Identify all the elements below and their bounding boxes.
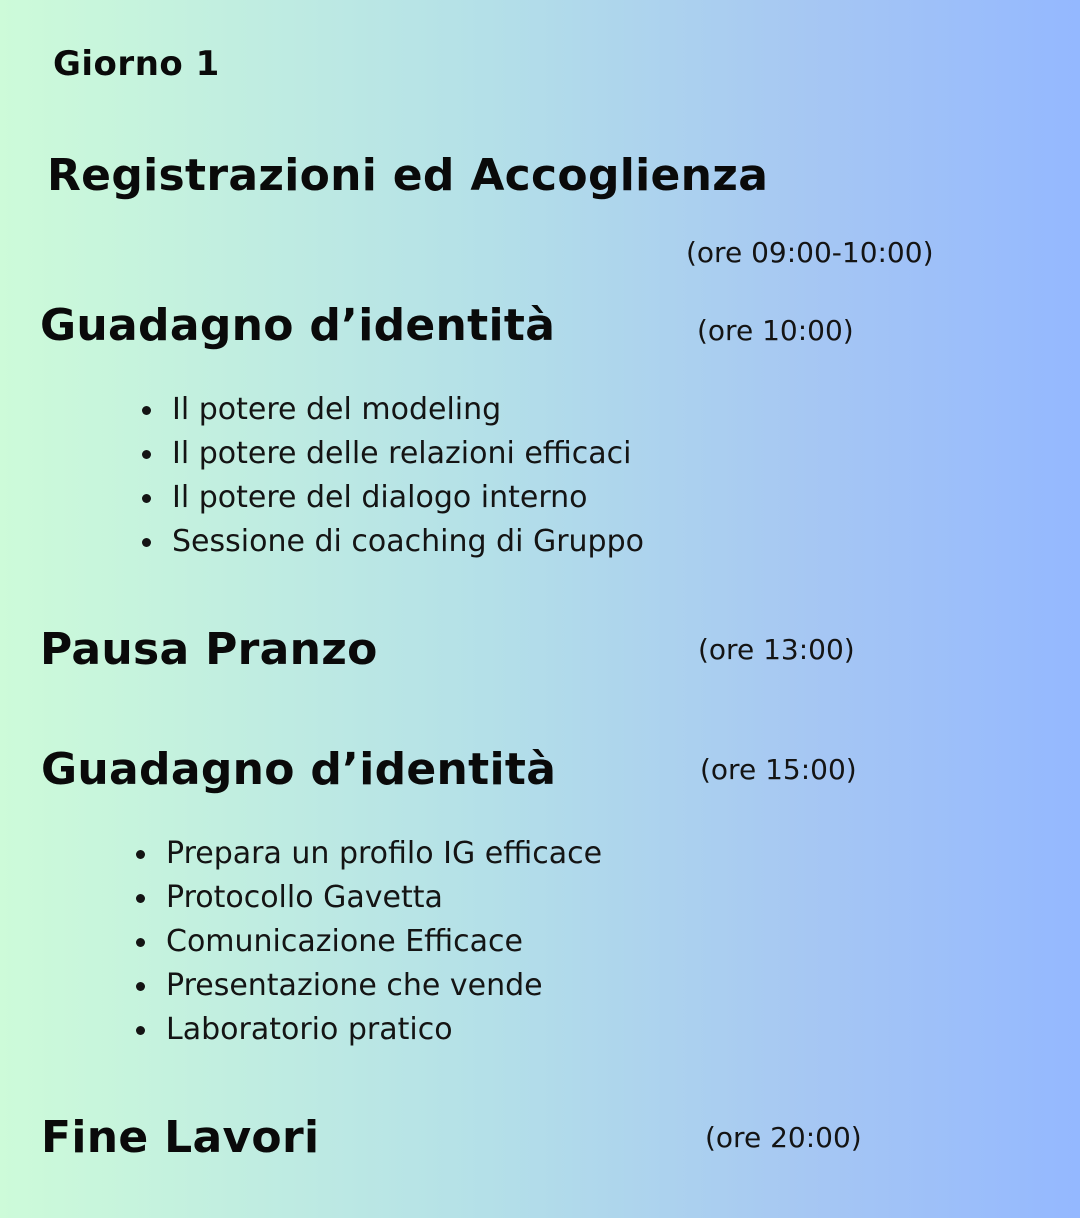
bullet-icon xyxy=(142,406,151,415)
list-item: Il potere delle relazioni efficaci xyxy=(142,432,644,476)
list-item: Sessione di coaching di Gruppo xyxy=(142,520,644,564)
bullet-icon xyxy=(136,982,145,991)
registration-time: (ore 09:00-10:00) xyxy=(686,236,934,269)
list-item: Il potere del modeling xyxy=(142,388,644,432)
list-item: Protocollo Gavetta xyxy=(136,876,602,920)
lunch-time: (ore 13:00) xyxy=(698,633,855,666)
lunch-title: Pausa Pranzo xyxy=(40,624,378,675)
list-item: Comunicazione Efficace xyxy=(136,920,602,964)
bullet-icon xyxy=(142,494,151,503)
identity-afternoon-list xyxy=(136,832,602,1052)
list-item: Il potere del dialogo interno xyxy=(142,476,644,520)
identity-morning-list xyxy=(142,388,644,564)
identity-afternoon-time: (ore 15:00) xyxy=(700,753,857,786)
end-title: Fine Lavori xyxy=(41,1112,320,1163)
end-time: (ore 20:00) xyxy=(705,1121,862,1154)
identity-morning-title: Guadagno d’identità xyxy=(40,300,556,351)
bullet-icon xyxy=(136,938,145,947)
identity-afternoon-title: Guadagno d’identità xyxy=(41,744,557,795)
list-item: Prepara un profilo IG efficace xyxy=(136,832,602,876)
bullet-icon xyxy=(142,450,151,459)
bullet-icon xyxy=(136,1026,145,1035)
list-item: Laboratorio pratico xyxy=(136,1008,602,1052)
identity-morning-time: (ore 10:00) xyxy=(697,314,854,347)
bullet-icon xyxy=(136,850,145,859)
bullet-icon xyxy=(142,538,151,547)
bullet-icon xyxy=(136,894,145,903)
registration-title: Registrazioni ed Accoglienza xyxy=(47,150,769,201)
list-item: Presentazione che vende xyxy=(136,964,602,1008)
day-label: Giorno 1 xyxy=(53,44,220,84)
